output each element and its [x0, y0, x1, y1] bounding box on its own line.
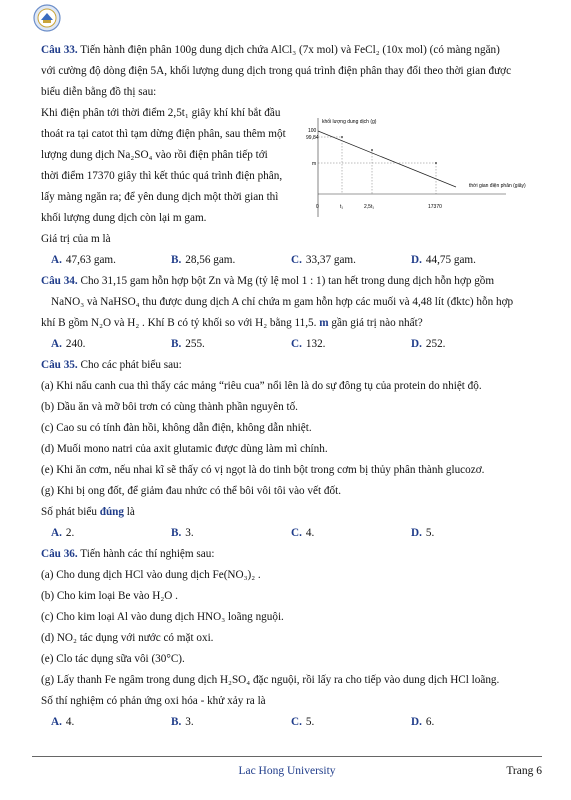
q36-item: (d) NO₂ tác dụng với nước có mặt oxi.: [41, 632, 214, 644]
option-letter: D.: [411, 254, 422, 266]
y-axis-label: khối lượng dung dịch (g): [322, 119, 377, 125]
q35-option-d[interactable]: [411, 523, 434, 544]
option-text: 240.: [65, 338, 86, 350]
q33-option-d[interactable]: [411, 250, 476, 271]
option-text: 132.: [305, 338, 326, 350]
q36-option-c[interactable]: [291, 712, 411, 733]
option-letter: C.: [291, 716, 302, 728]
option-letter: A.: [51, 527, 62, 539]
q33-line6: lượng dung dịch Na₂SO₄ vào rồi điện phân tiếp tới: [41, 149, 268, 161]
option-text: 6.: [425, 716, 435, 728]
q35-item: (d) Muối mono natri của axit glutamic được dùng làm mì chính.: [41, 443, 328, 455]
option-letter: A.: [51, 716, 62, 728]
q36-option-a[interactable]: [51, 712, 171, 733]
data-point: [371, 149, 373, 151]
y-tick-99-84: 99,84: [306, 135, 319, 141]
q35-option-a[interactable]: [51, 523, 171, 544]
q35-option-c[interactable]: [291, 523, 411, 544]
q35-label: Câu 35.: [41, 359, 78, 371]
q33-option-a[interactable]: [51, 250, 171, 271]
q35-item: (c) Cao su có tính đàn hồi, không dẫn điện, không dẫn nhiệt.: [41, 422, 312, 434]
option-letter: C.: [291, 254, 302, 266]
page-footer: [32, 756, 542, 781]
q33-line7: thời điểm 17370 giây thì kết thúc quá trình điện phân,: [41, 170, 283, 182]
option-text: 47,63 gam.: [65, 254, 116, 266]
option-text: 3.: [185, 527, 194, 539]
option-text: 4.: [65, 716, 75, 728]
x-tick-2-5t1: 2,5t₁: [364, 204, 375, 210]
option-text: 33,37 gam.: [305, 254, 356, 266]
option-text: 28,56 gam.: [185, 254, 236, 266]
q33-option-b[interactable]: [171, 250, 291, 271]
q34-line3: [41, 313, 551, 334]
q34-text3a: khí B gồm N₂O và H₂ . Khí B có tỷ khối so với H₂ bằng 11,5.: [41, 317, 317, 329]
x-axis-label: thời gian điện phân (giây): [469, 183, 526, 189]
q34-option-b[interactable]: [171, 334, 291, 355]
q35-item: (g) Khi bị ong đốt, để giảm đau nhức có thể bôi vôi tôi vào vết đốt.: [41, 485, 341, 497]
q36-ask: Số thí nghiệm có phản ứng oxi hóa - khử xảy ra là: [41, 695, 266, 707]
option-letter: A.: [51, 254, 62, 266]
q33-line10: Giá trị của m là: [41, 233, 111, 245]
option-letter: B.: [171, 338, 182, 350]
option-letter: D.: [411, 527, 422, 539]
x-tick-17370: 17370: [428, 204, 442, 210]
option-letter: D.: [411, 716, 422, 728]
q33-label: Câu 33.: [41, 44, 78, 56]
q33-line8: lấy màng ngăn ra; để yên dung dịch một thời gian thì: [41, 191, 279, 203]
q36-label: Câu 36.: [41, 548, 78, 560]
q33-text: Tiến hành điện phân 100g dung dịch chứa AlCl₃ (7x mol) và FeCl₂ (10x mol) (có màng ngăn): [80, 44, 500, 56]
q33-options: [41, 250, 551, 271]
y-tick-m: m: [312, 161, 317, 167]
q35-option-b[interactable]: [171, 523, 291, 544]
data-point: [435, 162, 437, 164]
option-text: 5.: [425, 527, 435, 539]
q34-text: Cho 31,15 gam hỗn hợp bột Zn và Mg (tỷ lệ mol 1 : 1) tan hết trong dung dịch hỗn hợp gồm: [80, 275, 495, 287]
q36-item: (g) Lấy thanh Fe ngâm trong dung dịch H₂SO₄ đặc nguội, rồi lấy ra cho tiếp vào dung dịch HCl loãng.: [41, 674, 500, 686]
q35-ask3: là: [126, 506, 135, 518]
q34-option-d[interactable]: [411, 334, 445, 355]
q34-option-a[interactable]: [51, 334, 171, 355]
q35-ask1: Số phát biểu: [41, 506, 97, 518]
option-text: 2.: [65, 527, 75, 539]
q34-line1: [41, 271, 551, 292]
q33-line1: [41, 40, 551, 61]
q34-label: Câu 34.: [41, 275, 78, 287]
q35-options: [41, 523, 551, 544]
q35-ask: [41, 502, 551, 523]
q34-text3c: gần giá trị nào nhất?: [331, 317, 423, 329]
option-letter: C.: [291, 338, 302, 350]
q34-line2: NaNO₃ và NaHSO₄ thu được dung dịch A chỉ chứa m gam hỗn hợp các muối và 4,48 lít (đktc) hỗn hợp: [51, 296, 514, 308]
option-text: 252.: [425, 338, 446, 350]
q36-item: (b) Cho kim loại Be vào H₂O .: [41, 590, 178, 602]
q36-item: (c) Cho kim loại Al vào dung dịch HNO₃ loãng nguội.: [41, 611, 284, 623]
q35-item: (e) Khi ăn cơm, nếu nhai kĩ sẽ thấy có vị ngọt là do tinh bột trong cơm bị thủy phân thành glucozơ.: [41, 464, 485, 476]
option-letter: B.: [171, 716, 182, 728]
q33-line9: khối lượng dung dịch còn lại m gam.: [41, 212, 207, 224]
data-line: [318, 131, 456, 187]
university-logo: [33, 4, 61, 32]
q35-item: (b) Dầu ăn và mỡ bôi trơn có cùng thành phần nguyên tố.: [41, 401, 298, 413]
q33-line5: thoát ra tại catot thì tạm dừng điện phân, sau thêm một: [41, 128, 286, 140]
option-text: 5.: [305, 716, 315, 728]
electrolysis-graph: [306, 114, 546, 224]
option-letter: B.: [171, 254, 182, 266]
y-tick-100: 100: [308, 128, 317, 134]
q36-option-d[interactable]: [411, 712, 434, 733]
option-letter: B.: [171, 527, 182, 539]
option-text: 4.: [305, 527, 315, 539]
q34-option-c[interactable]: [291, 334, 411, 355]
footer-university: Lac Hong University: [238, 765, 336, 777]
q33-option-c[interactable]: [291, 250, 411, 271]
x-tick-0: 0: [316, 204, 319, 210]
option-text: 255.: [185, 338, 205, 350]
q36-options: [41, 712, 551, 733]
q36-item: (a) Cho dung dịch HCl vào dung dịch Fe(NO₃)₂ .: [41, 569, 261, 581]
q33-line3: biểu diễn bằng đồ thị sau:: [41, 86, 157, 98]
q33-line2: với cường độ dòng điện 5A, khối lượng dung dịch trong quá trình điện phân thay đổi theo thời gian được: [41, 65, 512, 77]
q36-item: (e) Clo tác dụng sữa vôi (30°C).: [41, 653, 185, 665]
option-text: 44,75 gam.: [425, 254, 476, 266]
footer-page-number: Trang 6: [506, 765, 542, 777]
data-point: [341, 136, 343, 138]
option-letter: A.: [51, 338, 62, 350]
q35-ask-bold: đúng: [99, 506, 124, 518]
q35-line1: [41, 355, 551, 376]
q34-options: [41, 334, 551, 355]
q36-line1: [41, 544, 551, 565]
q33-line4: Khi điện phân tới thời điểm 2,5t₁ giây khí khí bắt đầu: [41, 107, 281, 119]
q34-m: m: [319, 317, 329, 329]
q35-item: (a) Khi nấu canh cua thì thấy các mảng “riêu cua” nổi lên là do sự đông tụ của protein do nhiệt độ.: [41, 380, 482, 392]
q35-intro: Cho các phát biểu sau:: [80, 359, 182, 371]
option-letter: D.: [411, 338, 422, 350]
q36-option-b[interactable]: [171, 712, 291, 733]
option-letter: C.: [291, 527, 302, 539]
q36-intro: Tiến hành các thí nghiệm sau:: [80, 548, 215, 560]
x-tick-t1: t₁: [340, 204, 344, 210]
option-text: 3.: [185, 716, 194, 728]
